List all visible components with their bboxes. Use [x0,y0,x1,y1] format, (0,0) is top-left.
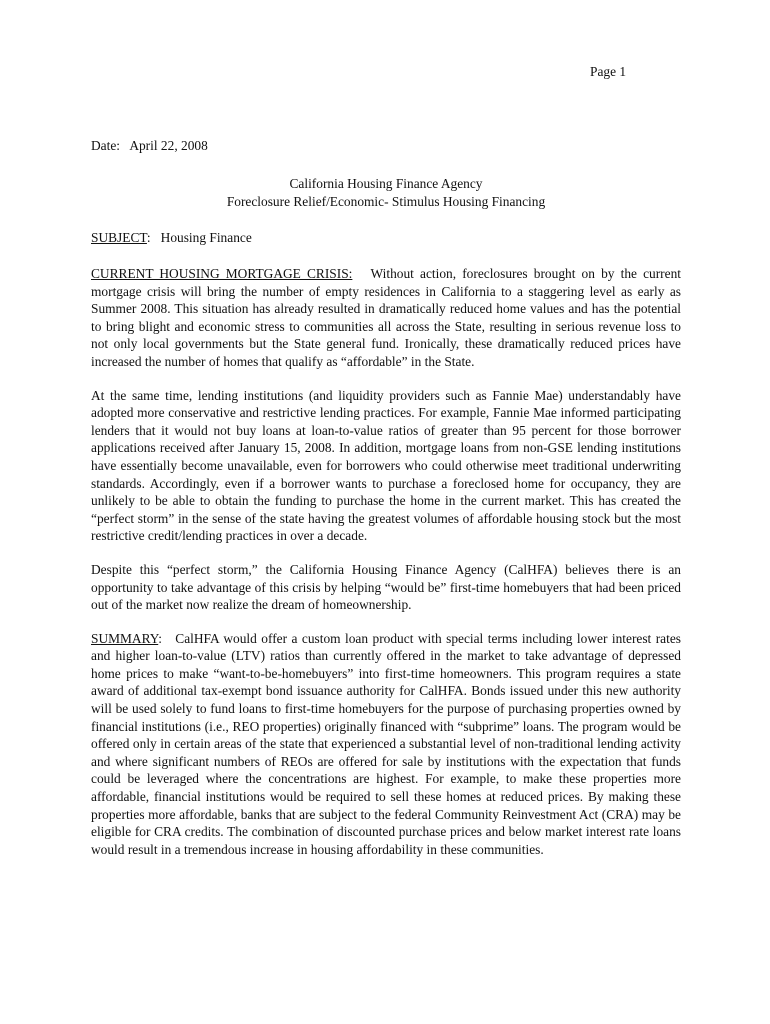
page-number: Page 1 [590,64,627,79]
agency-name: California Housing Finance Agency [289,176,483,191]
document-title: Foreclosure Relief/Economic- Stimulus Housing Financing [226,194,546,209]
date-line [91,137,681,155]
date-label: Date: [91,138,120,153]
opportunity-text: Despite this “perfect storm,” the California Housing Finance Agency (CalHFA) believes there is an opportunity to take advantage of this crisis by helping “would be” first-time homebuyers that had been priced out of the market now realize the dream of homeownership. [91,561,681,613]
subject-value: Housing Finance [160,230,252,245]
subject-label: SUBJECT [91,230,147,245]
summary-heading: SUMMARY [91,630,159,646]
crisis-text: Without action, foreclosures brought on by the current mortgage crisis will bring the number of empty residences in California to a staggering level as early as Summer 2008. This situation has already resulted in dramatically reduced home values and has the potential to bring blight and economic stress to communities all across the State, resulting in serious revenue loss to not only local governments but the State general fund. Ironically, these dramatically reduced prices have increased the number of homes that qualify as “affordable” in the State. [91,266,681,369]
document-body [91,137,681,874]
crisis-heading: CURRENT HOUSING MORTGAGE CRISIS: [91,266,353,281]
opportunity-paragraph [91,561,681,614]
lending-text: At the same time, lending institutions (and liquidity providers such as Fannie Mae) understandably have adopted more conservative and restrictive lending practices. For example, Fannie Mae informed participating lenders that it would not buy loans at loan-to-value ratios of greater than 95 percent for those borrower applications received after January 15, 2008. In addition, mortgage loans from non-GSE lending institutions have essentially become unavailable, even for borrowers who could otherwise meet traditional underwriting standards. Accordingly, even if a borrower wants to purchase a foreclosed home for occupancy, they are unlikely to be able to obtain the funding to purchase the home in the current market. This has created the “perfect storm” in the sense of the state having the greatest volumes of affordable housing stock but the most restrictive credit/lending practices in over a decade. [91,387,681,544]
summary-text: CalHFA would offer a custom loan product with special terms including lower interest rates and higher loan-to-value (LTV) ratios than currently offered in the market to take advantage of depressed home prices to make “want-to-be-homebuyers” into first-time homeowners. This program requires a state award of additional tax-exempt bond issuance authority for CalHFA. Bonds issued under this new authority will be used solely to fund loans to first-time homebuyers for the purpose of purchasing properties owned by financial institutions (i.e., REO properties) originally financed with “subprime” loans. The program would be offered only in certain areas of the state that experienced a substantial level of non-traditional lending activity and where significant numbers of REOs are offered for sale by institutions with the expectation that funds could be leveraged where the concentrations are highest. For example, to make these properties more affordable, financial institutions would be required to sell these homes at reduced prices. By making these properties more affordable, banks that are subject to the federal Community Reinvestment Act (CRA) may be eligible for CRA credits. The combination of discounted purchase prices and below market interest rate loans would result in a tremendous increase in housing affordability in these communities. [91,630,681,857]
document-header [91,175,681,211]
date-value: April 22, 2008 [129,138,208,153]
subject-line: SUBJECT: Housing Finance [91,230,252,245]
summary-paragraph: SUMMARY: CalHFA would offer a custom loan product with special terms including lower interest rates and higher loan-to-value (LTV) ratios than currently offered in the market to take advantage of depressed home prices to make “want-to-be-homebuyers” into first-time homeowners. This program requires a state award of additional tax-exempt bond issuance authority for CalHFA. Bonds issued under this new authority will be used solely to fund loans to first-time homebuyers for the purpose of purchasing properties owned by financial institutions (i.e., REO properties) originally financed with “subprime” loans. The program would be offered only in certain areas of the state that experienced a substantial level of non-traditional lending activity and where significant numbers of REOs are offered for sale by institutions with the expectation that funds could be leveraged where the concentrations are highest. For example, to make these properties more affordable, financial institutions would be required to sell these homes at reduced prices. By making these properties more affordable, banks that are subject to the federal Community Reinvestment Act (CRA) may be eligible for CRA credits. The combination of discounted purchase prices and below market interest rate loans would result in a tremendous increase in housing affordability in these communities. [91,630,681,857]
crisis-paragraph [91,265,681,371]
lending-paragraph [91,387,681,545]
